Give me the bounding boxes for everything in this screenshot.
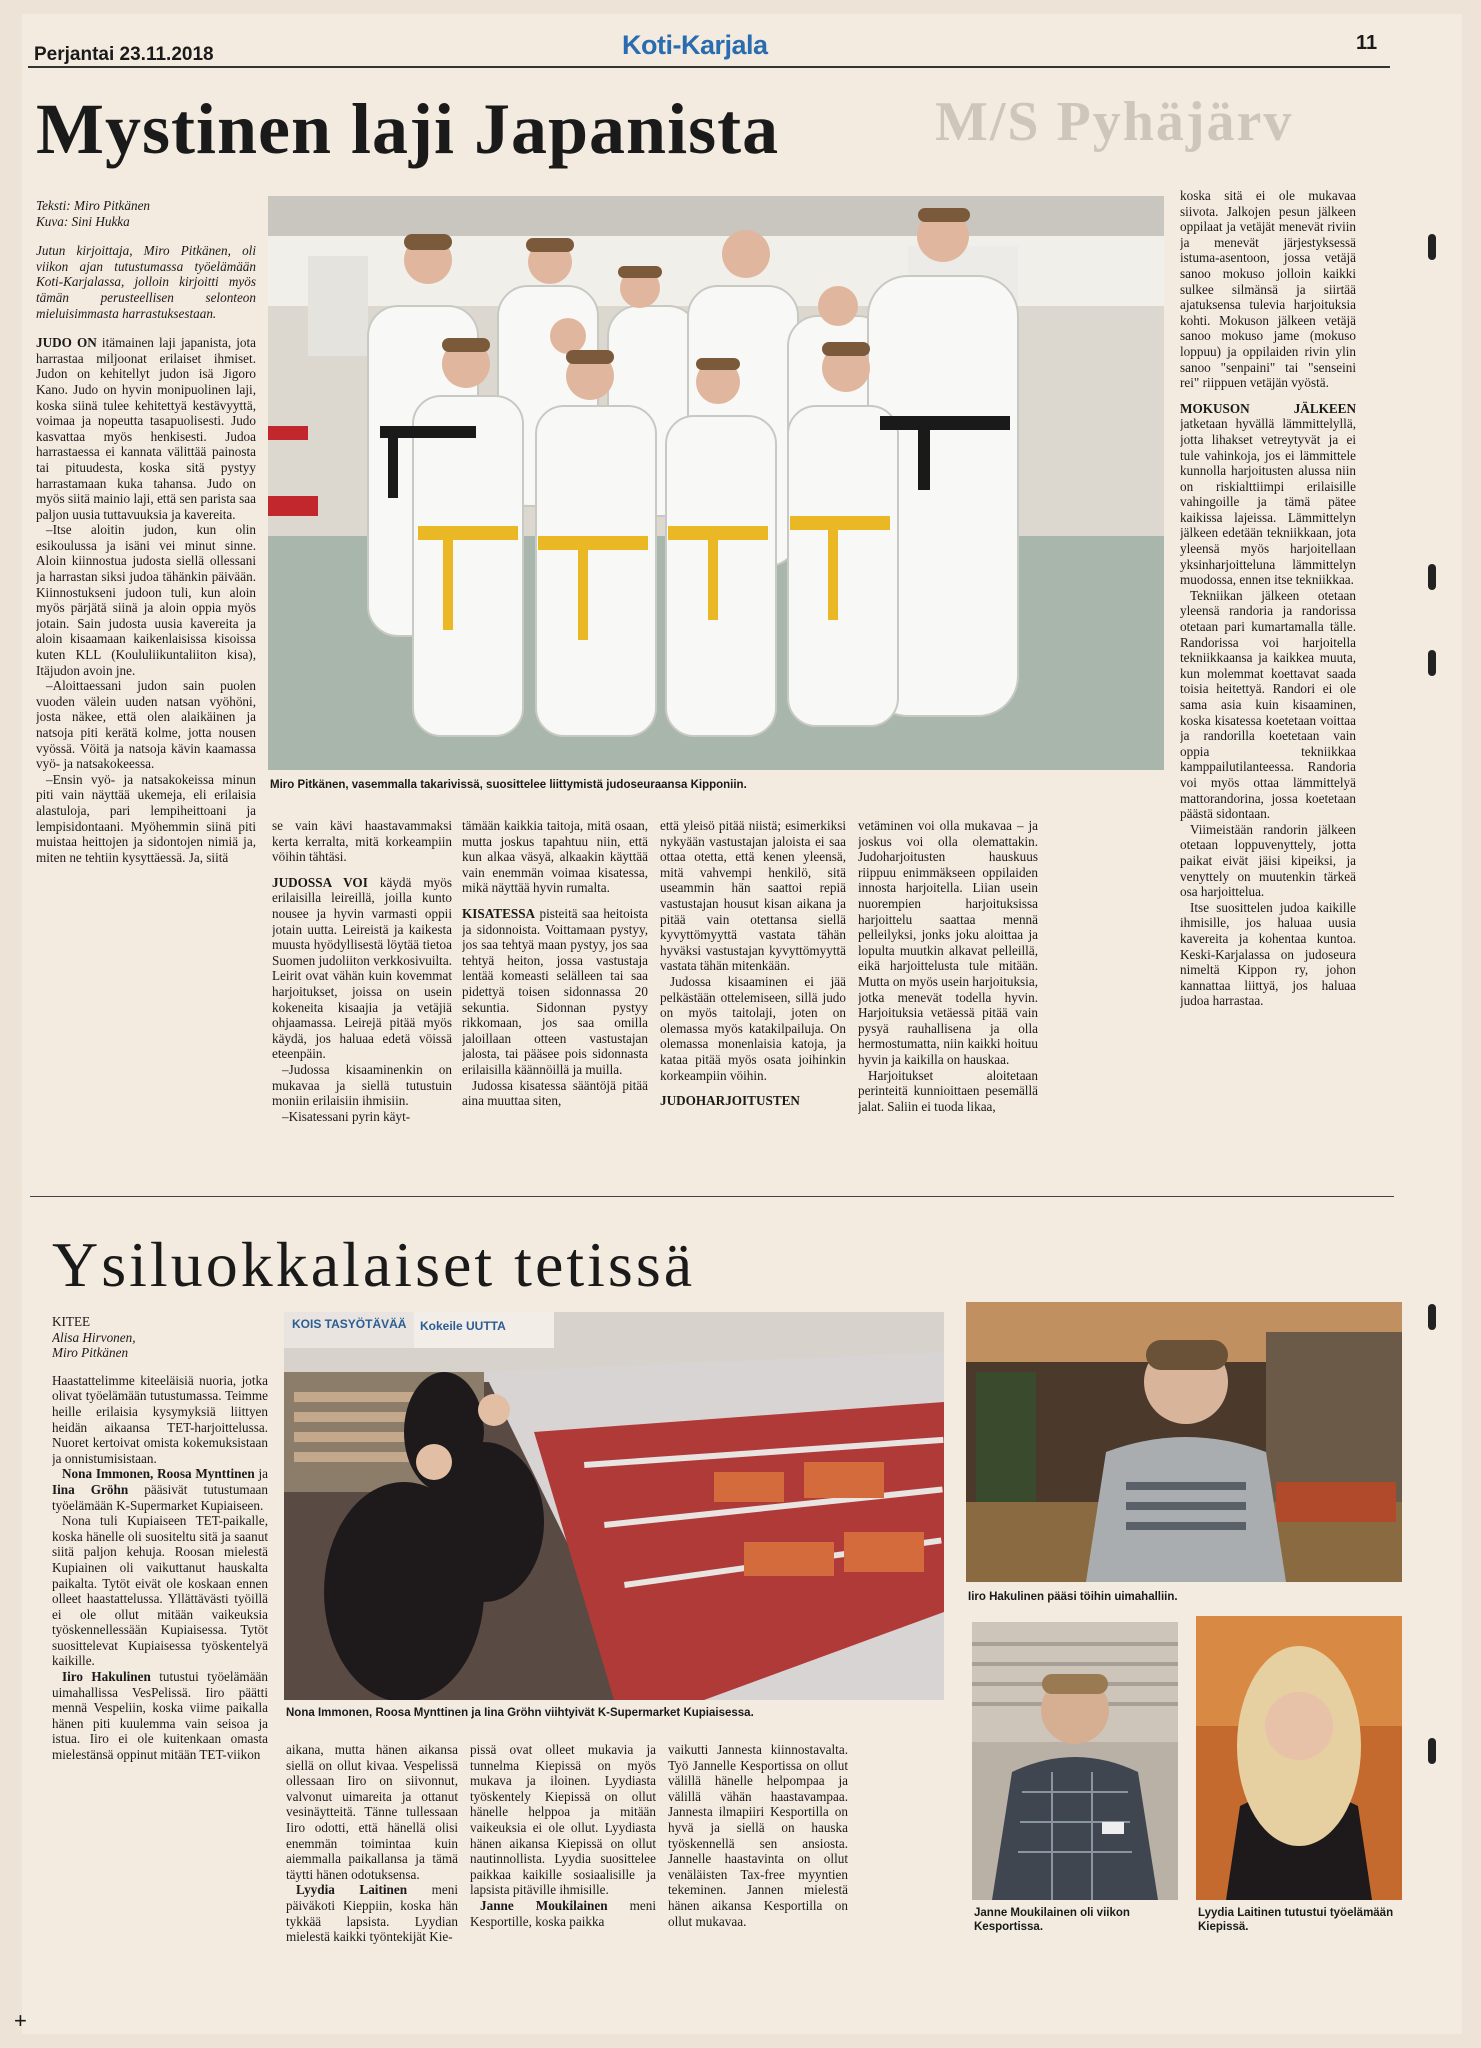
paragraph-text: ja [254,1466,268,1482]
paragraph-text: käydä myös erilaisilla leireillä, joilla kunto nousee ja hyvin varmasti oppii jotain uutta. Leireistä ja kaikesta muusta hyödyllisestä löytää tietoa Suomen judoliiton verkkosivuilta. Leirit ovat vähän kuin kovemmat harjoitukset, joissa on usein kokeneita kisaajia ja vetäjiä ohjaamassa. Leirejä pitää myös käydä, jos haluaa edetä vöissä eteenpäin. [272,874,452,1062]
byline [36,198,256,229]
article-lead: Jutun kirjoittaja, Miro Pitkänen, oli viikon ajan tutustumassa työelämään Koti-Karjalassa, jolloin kirjoitti myös tämän perusteellisen selonteon mieluisimmasta harrastuksestaan. [36,243,256,321]
paragraph-text: meni Kesportille, koska paikka [470,1897,656,1929]
store-sign-2: Kokeile UUTTA [420,1319,506,1333]
issue-date: Perjantai 23.11.2018 [34,44,214,65]
paragraph: vetäminen voi olla mukavaa – ja joskus voi olla olemattakin. Judoharjoitusten hauskuus riippuu enimmäkseen oppilaiden innosta harjoitella. Liian usein nuorempien harjoituksissa harjoittelu saattaa mennä pelleilyksi, jonks joku aloittaa ja lopulta muutkin alkavat pelleillä, eikä harjoittelusta tule mitään. Mutta on myös usein harjoituksia, jotka menevät todella hyvin. Harjoituksia vetäessä pitää vain pysyä rauhallisena ja olla hermostumatta, niin kaikki hoituu hyvin ja kaikilla on hauskaa. [858,818,1038,1067]
paragraph [36,335,256,522]
paragraph-text: pisteitä saa heitoista ja sidonnoista. Voittamaan pystyy, jos saa tehtyä maan pystyy, jos saa tehtyä heiton, jossa vastustaja lentää komeasti selälleen tai saa pidettyä toisen sidonnassa 20 sekuntia. Sidonnan pystyy rikkomaan, jos saa omilla jaloillaan otteen vastustajan jalosta, tai pääsee pois sidonnasta erilaisilla käännöillä ja muilla. [462,905,648,1077]
article2-headline: Ysiluokkalaiset tetissä [52,1229,696,1300]
paragraph: Harjoitukset aloitetaan perinteitä kunnioittaen pesemällä jalat. Saliin ei tuoda likaa, [858,1067,1038,1114]
paragraph-text: tutustui työelämään uimahallissa VesPelissä. Iiro päätti mennä Vespeliin, koska viime paikalla hänen piti kuulemma vain seisoa ja istua. Iiro ei ole kuitenkaan omasta mielestänsä oppinut mitään TET-viikon [52,1669,268,1763]
person-name: Janne Moukilainen [480,1897,608,1913]
binder-hole [1428,1738,1436,1764]
article1-column-4 [660,818,846,1198]
paragraph-text: meni päiväkoti Kieppiin, koska hän tykkää lapsista. Lyydian mielestä kaikki työntekijät Kie- [286,1882,458,1945]
paragraph: vaikutti Jannesta kiinnostavalta. Työ Jannelle Kesportissa on ollut välillä hänelle helpompaa ja välillä vähän haastavampaa. Jannesta ilmapiiri Kesportilla on hyvä ja siellä on hauska työskennellä sen ansiosta. Jannelle haastavinta on ollut venäläisten Tax-free myyntien tekeminen. Jannen mielestä hänen aikansa Kesportilla on ollut mukavaa. [668,1742,848,1929]
paragraph [272,875,452,1062]
person-name: Iiro Hakulinen [62,1669,151,1685]
lyydia-photo [1196,1616,1402,1900]
paragraph: –Judossa kisaaminenkin on mukavaa ja siellä tutustuin moniin erilaisiin ihmisiin. [272,1061,452,1109]
store-photo [284,1312,944,1700]
paragraph [52,1669,268,1763]
crop-mark: + [14,2008,27,2033]
paragraph [52,1466,268,1513]
janne-photo [972,1622,1178,1900]
paragraph: Nona tuli Kupiaiseen TET-paikalle, koska hänelle oli suositeltu sitä ja saanut siitä paljon kehuja. Roosan mielestä Kupiainen oli vaikuttanut hauskalta paikalta. Tytöt eivät ole koskaan ennen olleet haastattelussa. Yllättävästi työillä ei ole ollut mitään vaikeuksia työskennellessään Kupiaisessa. Tytöt suosittelevat Kupiaisessa työskentelyä kaikille. [52,1513,268,1669]
paragraph: –Kisatessani pyrin käyt- [282,1108,411,1124]
kicker: JUDO ON [36,335,97,351]
bleed-through-text: M/S Pyhäjärv [935,91,1294,153]
article2-column-1 [52,1314,268,2014]
article1-column-6 [1180,188,1356,1188]
binder-hole [1428,650,1436,676]
paragraph: aikana, mutta hänen aikansa siellä on ollut kivaa. Vespelissä ollessaan Iiro on siivonnut, valvonut uimareita ja ottanut vesinäytteitä. Tänne tullessaan Iiro odotti, että hänellä olisi enemmän toimintaa kuin aiemmalla paikallansa ja tämä täytti hänen odotuksensa. [286,1742,458,1882]
article2-column-2 [286,1742,458,2032]
paragraph: –Aloittaessani judon sain puolen vuoden välein uuden natsan vyöhöni, josta näkee, että olen alaikäinen ja natsoja piti kerätä kolme, jotta nousen vyössä. Vöitä ja natsoja kävin kaamassa vyö- ja natsakokeessa. [36,678,256,772]
section-divider [30,1196,1394,1197]
paragraph: Viimeistään randorin jälkeen otetaan loppuvenyttely, jotta paikat eivät jäisi kipeiksi, ja venyttely on muutenkin tärkeä osa harjoittelua. [1180,821,1356,900]
paragraph: –Itse aloitin judon, kun olin esikoulussa ja isäni vei minut sinne. Aloin kiinnostua judosta siellä ollessani ja harrastan siksi judoa tähänkin päivään. Kiinnostukseni judoon tuli, kun aloin myös pärjätä siinä ja aloin oppia myös jotain. Sain judosta uusia kavereita ja aloin kisaamaan kaikenlaisissa kisoissa kuten KLL (Koululiikuntaliiton kisa), Itäjudon avoin jne. [36,522,256,678]
binder-hole [1428,234,1436,260]
paragraph: tämään kaikkia taitoja, mitä osaan, mutta joskus tapahtuu niin, että kun alkaa väsyä, alkaakin käyttää vain enemmän voimaa kisatessa, mikä näyttää hyvin rumalta. [462,818,648,896]
article-headline: Mystinen laji Japanista [36,89,780,169]
kicker: JUDOSSA VOI [272,874,368,890]
dateline: KITEE [52,1314,91,1329]
kicker: MOKUSON JÄLKEEN [1180,400,1356,416]
kicker: KISATESSA [462,905,536,921]
binder-hole [1428,1304,1436,1330]
paragraph: –Ensin vyö- ja natsakokeissa minun piti vain näyttää ukemeja, eli erilaisia alastuloja, pari lempiheittoani ja lempisidontaani. Myöhemmin siinä piti muistaa heittojen ja sidontojen nimiä ja, miten ne tehtiin kysyttäessä. Ja, siitä [36,771,256,865]
lyydia-caption: Lyydia Laitinen tutustui työelämään Kiepissä. [1198,1907,1394,1933]
header-rule [28,66,1390,68]
byline [52,1330,268,1361]
store-sign-1: KOIS TASYÖTÄVÄÄ [292,1317,407,1331]
paragraph: että yleisö pitää niistä; esimerkiksi nykyään vastustajan jaloista ei saa ottaa otetta, että kenen yleensä, mitä vahvempi henkilö, sitä useammin hän saattoi repiä vastustajan housut kisan aikana ja pitää vain otettansa siellä kyvyttömyyttä vastata tähän hyväksi vastustajan kyvyttömyyttä vastata tähän mitenkään. [660,818,846,974]
paragraph: Itse suosittelen judoa kaikille ihmisille, jos haluaa uusia kavereita ja kohentaa kuntoa. Keski-Karjalassa on judoseura nimeltä Kippon ry, johon kannattaa liittyä, jos haluaa judoa harrastaa. [1180,899,1356,1009]
paragraph: pissä ovat olleet mukavia ja tunnelma Kiepissä on myös mukava ja iloinen. Lyydiasta työskentely Kiepissä on ollut hänelle helppoa ja mitään vaikeuksia ei ole ollut. Lyydiasta hänen aikansa Kiepissä on ollut nautinnollista. Lyydia suosittelee paikkaa kaikille sosiaalisille ja lapsista pitäville ihmisille. [470,1742,656,1898]
judo-group-photo [268,196,1164,770]
person-names: Nona Immonen, Roosa Mynttinen [62,1466,255,1482]
photo-caption: Miro Pitkänen, vasemmalla takarivissä, suosittelee liittymistä judoseuraansa Kipponiin. [270,779,747,791]
paragraph [286,1882,458,1944]
byline-text: Teksti: Miro Pitkänen [36,198,151,213]
byline-photo: Kuva: Sini Hukka [36,213,130,229]
paragraph: Haastattelimme kiteeläisiä nuoria, jotka olivat työelämään tutustumassa. Teimme heille erilaisia kysymyksiä liittyen heidän aikaansa TET-harjoittelussa. Nuoret kertoivat omista kokemuksistaan ja onnistumisistaan. [52,1372,268,1466]
person-name: Iina Gröhn [52,1481,129,1497]
paragraph: se vain kävi haastavammaksi kerta kerralta, mitä korkeampiin vöihin tähtäsi. [272,818,452,865]
iiro-caption: Iiro Hakulinen pääsi töihin uimahalliin. [968,1591,1178,1603]
article1-column-1 [36,198,256,1198]
paragraph: Tekniikan jälkeen otetaan yleensä randoria ja randorissa otetaan pari kumartamalla tälle. Randorissa voi harjoitella tekniikkaansa ja kaikkea muuta, kun molemmat koettavat saada toisia heitettyä. Randori ei ole sama asia kuin kisaaminen, koska kisatessa koetetaan voittaa ja randorilla koetetaan vain oppia tekniikkaa kamppailutilanteessa. Randoria voi myös ottaa lämmittelyä mattorandorina, jossa koetetaan päästä sidontaan. [1180,587,1356,822]
paragraph [462,906,648,1078]
binder-hole [1428,564,1436,590]
article1-column-5 [858,818,1038,1198]
paragraph-text: itämainen laji japanista, jota harrastaa miljoonat erilaiset ihmiset. Judon on kehitellyt judon isä Jigoro Kano. Judo on hyvin monipuolinen laji, koska siinä tulee kehitettyä kestävyyttä, voimaa ja nopeutta tasapuolisesti. Judo kasvattaa myös henkisesti. Judoa harrastaessa ei kannata välittää painosta tai pituudesta, koska sitä pystyy harrastamaan kuka tahansa. Judo on myös siitä mainio laji, että sen parista saa paljon uusia tuttavuuksia ja kavereita. [36,335,256,522]
store-photo-caption: Nona Immonen, Roosa Mynttinen ja Iina Gröhn viihtyivät K-Supermarket Kupiaisessa. [286,1707,754,1719]
iiro-photo [966,1302,1402,1582]
article2-column-4 [668,1742,848,2032]
newspaper-logo: Koti-Karjala [622,30,768,60]
paragraph: Judossa kisaaminen ei jää pelkästään ottelemiseen, sillä judo on myös taitolaji, joten on olemassa myös katakilpailuja. On olemassa monenlaisia katoja, ja kataa pitää myös osata joihinkin korkeampiin vöihin. [660,973,846,1083]
paragraph: Judossa kisatessa sääntöjä pitää aina muuttaa siten, [462,1077,648,1109]
paragraph [470,1898,656,1929]
article2-column-3 [470,1742,656,2032]
janne-caption: Janne Moukilainen oli viikon Kesportissa. [974,1907,1130,1933]
byline-author: Miro Pitkänen [52,1345,129,1361]
paragraph [1180,401,1356,588]
paragraph: koska sitä ei ole mukavaa siivota. Jalkojen pesun jälkeen oppilaat ja vetäjät menevät riviin ja menevät järjestyksessä istuma-asentoon, jossa vetäjä sanoo mokuso jolloin kaikki sulkee silmänsä ja siirtää ajatuksensa tulevia harjoituksia kohti. Mokuson jälkeen vetäjä sanoo mokuso jame (mokuso loppuu) ja oppilaiden rivin ylin sanoo "senpaini" tai "senseini rei" riippuen vetäjän vyöstä. [1180,188,1356,391]
page-number: 11 [1356,32,1378,54]
paragraph [660,1093,846,1109]
person-name: Lyydia Laitinen [296,1882,408,1898]
kicker: JUDOHARJOITUSTEN [660,1093,800,1109]
byline-author: Alisa Hirvonen, [52,1329,136,1345]
paragraph-text: pääsivät tutustumaan työelämään K-Supermarket Kupiaiseen. [52,1481,268,1513]
article1-column-3 [462,818,648,1198]
paragraph-text: jatketaan hyvällä lämmittelyllä, jotta lihakset vetreytyvät ja ei tule vahinkoja, jos ei lämmittele kunnolla harjoitusten alussa niin on riskialttiimpi erilaisille vahingoille ja tämä pätee kaikissa lajeissa. Lämmittelyn jälkeen edetään tekniikkaan, jota yleensä myös harjoitellaan yksinharjoitteluna lämmittelyn muodossa, ennen itse tekniikkaa. [1180,416,1356,588]
article1-column-2 [272,818,452,1198]
